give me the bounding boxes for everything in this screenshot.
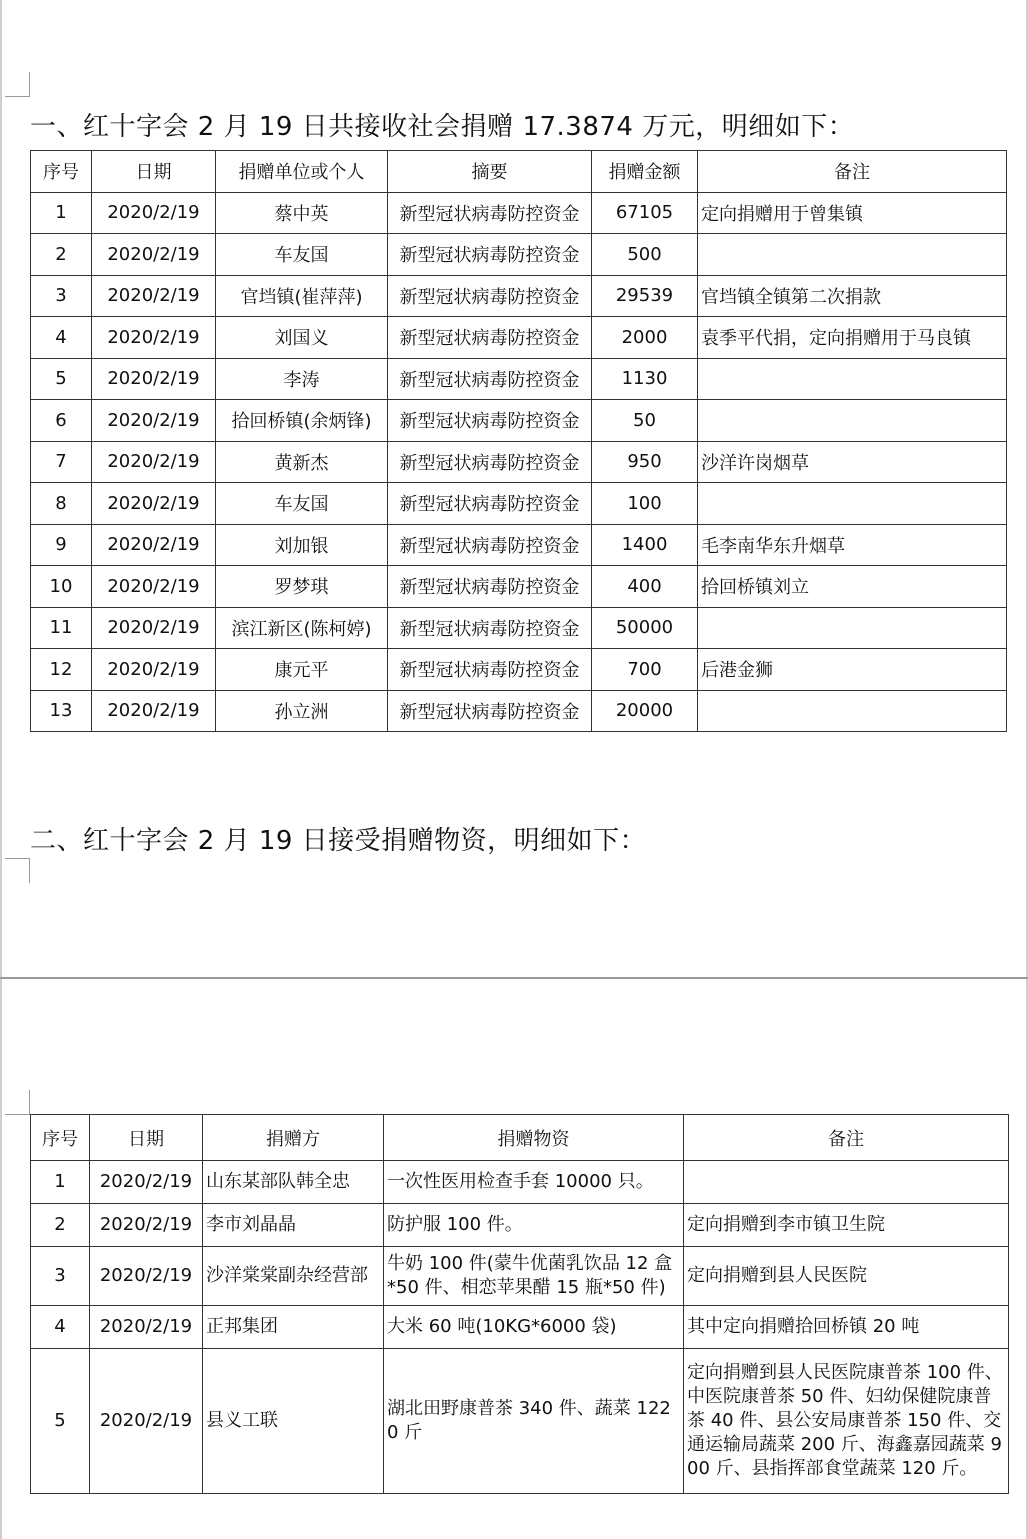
table-row bbox=[31, 400, 1007, 442]
cell-no: 3 bbox=[31, 275, 92, 317]
header-cell: 捐赠单位或个人 bbox=[216, 151, 388, 193]
cell-donor: 车友国 bbox=[216, 234, 388, 276]
cell-summary: 新型冠状病毒防控资金 bbox=[388, 566, 592, 608]
cell-date: 2020/2/19 bbox=[92, 317, 216, 359]
cell-summary: 新型冠状病毒防控资金 bbox=[388, 275, 592, 317]
cell-donor: 罗梦琪 bbox=[216, 566, 388, 608]
cell-goods: 大米 60 吨(10KG*6000 袋) bbox=[384, 1306, 684, 1349]
cell-summary: 新型冠状病毒防控资金 bbox=[388, 690, 592, 732]
cell-summary: 新型冠状病毒防控资金 bbox=[388, 317, 592, 359]
cell-date: 2020/2/19 bbox=[90, 1247, 203, 1306]
cell-donor: 孙立洲 bbox=[216, 690, 388, 732]
cell-date: 2020/2/19 bbox=[92, 483, 216, 525]
cell-donor: 刘加银 bbox=[216, 524, 388, 566]
cell-amount: 50000 bbox=[592, 607, 698, 649]
cell-donor: 刘国义 bbox=[216, 317, 388, 359]
cell-amount: 700 bbox=[592, 649, 698, 691]
cell-date: 2020/2/19 bbox=[90, 1306, 203, 1349]
header-cell: 捐赠物资 bbox=[384, 1115, 684, 1161]
cell-no: 8 bbox=[31, 483, 92, 525]
cell-note bbox=[698, 483, 1007, 525]
cell-note: 定向捐赠到县人民医院 bbox=[684, 1247, 1009, 1306]
cell-summary: 新型冠状病毒防控资金 bbox=[388, 192, 592, 234]
table-row bbox=[31, 358, 1007, 400]
cell-note bbox=[698, 607, 1007, 649]
cell-summary: 新型冠状病毒防控资金 bbox=[388, 358, 592, 400]
cell-note: 定向捐赠用于曾集镇 bbox=[698, 192, 1007, 234]
table-row bbox=[31, 317, 1007, 359]
material-donations-table bbox=[30, 1114, 1009, 1494]
table-row bbox=[31, 1204, 1009, 1247]
cell-note: 定向捐赠到县人民医院康普茶 100 件、中医院康普茶 50 件、妇幼保健院康普茶 40 件、县公安局康普茶 150 件、交通运输局蔬菜 200 斤、海鑫嘉园蔬菜 900 斤、县指挥部食堂蔬菜 120 斤。 bbox=[684, 1349, 1009, 1494]
cell-no: 12 bbox=[31, 649, 92, 691]
cell-summary: 新型冠状病毒防控资金 bbox=[388, 649, 592, 691]
cell-summary: 新型冠状病毒防控资金 bbox=[388, 234, 592, 276]
table-row bbox=[31, 1161, 1009, 1204]
header-cell: 日期 bbox=[92, 151, 216, 193]
cell-amount: 67105 bbox=[592, 192, 698, 234]
cell-donor: 山东某部队韩全忠 bbox=[203, 1161, 384, 1204]
cell-no: 2 bbox=[31, 234, 92, 276]
cell-summary: 新型冠状病毒防控资金 bbox=[388, 483, 592, 525]
cell-no: 7 bbox=[31, 441, 92, 483]
cell-note: 其中定向捐赠拾回桥镇 20 吨 bbox=[684, 1306, 1009, 1349]
cell-note bbox=[684, 1161, 1009, 1204]
margin-corner-mark bbox=[5, 1090, 30, 1115]
table-header-row bbox=[31, 151, 1007, 193]
cell-note bbox=[698, 358, 1007, 400]
cell-note: 后港金狮 bbox=[698, 649, 1007, 691]
cell-summary: 新型冠状病毒防控资金 bbox=[388, 607, 592, 649]
cell-amount: 20000 bbox=[592, 690, 698, 732]
table-row bbox=[31, 566, 1007, 608]
header-cell: 捐赠方 bbox=[203, 1115, 384, 1161]
cell-summary: 新型冠状病毒防控资金 bbox=[388, 524, 592, 566]
cell-date: 2020/2/19 bbox=[92, 441, 216, 483]
table-row bbox=[31, 483, 1007, 525]
page-edge-left bbox=[0, 0, 2, 1539]
header-cell: 备注 bbox=[684, 1115, 1009, 1161]
header-cell: 摘要 bbox=[388, 151, 592, 193]
cell-note: 沙洋许岗烟草 bbox=[698, 441, 1007, 483]
cell-no: 9 bbox=[31, 524, 92, 566]
cell-date: 2020/2/19 bbox=[92, 649, 216, 691]
cell-goods: 湖北田野康普茶 340 件、蔬菜 1220 斤 bbox=[384, 1349, 684, 1494]
cell-date: 2020/2/19 bbox=[92, 358, 216, 400]
cell-date: 2020/2/19 bbox=[92, 524, 216, 566]
cell-no: 10 bbox=[31, 566, 92, 608]
cell-summary: 新型冠状病毒防控资金 bbox=[388, 400, 592, 442]
table-row bbox=[31, 649, 1007, 691]
table-row bbox=[31, 275, 1007, 317]
cell-amount: 1130 bbox=[592, 358, 698, 400]
header-cell: 日期 bbox=[90, 1115, 203, 1161]
cell-date: 2020/2/19 bbox=[92, 192, 216, 234]
cell-note: 定向捐赠到李市镇卫生院 bbox=[684, 1204, 1009, 1247]
cell-date: 2020/2/19 bbox=[92, 400, 216, 442]
header-cell: 序号 bbox=[31, 1115, 90, 1161]
cell-date: 2020/2/19 bbox=[92, 234, 216, 276]
cell-no: 2 bbox=[31, 1204, 90, 1247]
section2-heading: 二、红十字会 2 月 19 日接受捐赠物资，明细如下： bbox=[30, 826, 647, 856]
section1-heading: 一、红十字会 2 月 19 日共接收社会捐赠 17.3874 万元，明细如下： bbox=[30, 112, 855, 142]
cell-amount: 2000 bbox=[592, 317, 698, 359]
cell-no: 4 bbox=[31, 1306, 90, 1349]
cell-amount: 950 bbox=[592, 441, 698, 483]
header-cell: 捐赠金额 bbox=[592, 151, 698, 193]
cell-goods: 牛奶 100 件(蒙牛优菌乳饮品 12 盒*50 件、相恋苹果醋 15 瓶*50 件) bbox=[384, 1247, 684, 1306]
header-cell: 序号 bbox=[31, 151, 92, 193]
cell-goods: 防护服 100 件。 bbox=[384, 1204, 684, 1247]
cell-no: 1 bbox=[31, 192, 92, 234]
cell-no: 6 bbox=[31, 400, 92, 442]
cell-date: 2020/2/19 bbox=[92, 607, 216, 649]
cell-goods: 一次性医用检查手套 10000 只。 bbox=[384, 1161, 684, 1204]
cell-amount: 500 bbox=[592, 234, 698, 276]
cell-date: 2020/2/19 bbox=[92, 275, 216, 317]
cell-amount: 400 bbox=[592, 566, 698, 608]
cell-no: 13 bbox=[31, 690, 92, 732]
cell-date: 2020/2/19 bbox=[90, 1161, 203, 1204]
cell-no: 5 bbox=[31, 358, 92, 400]
cell-donor: 县义工联 bbox=[203, 1349, 384, 1494]
cell-donor: 蔡中英 bbox=[216, 192, 388, 234]
cell-date: 2020/2/19 bbox=[90, 1204, 203, 1247]
table-row bbox=[31, 1349, 1009, 1494]
cell-date: 2020/2/19 bbox=[90, 1349, 203, 1494]
table-row bbox=[31, 441, 1007, 483]
cell-no: 5 bbox=[31, 1349, 90, 1494]
table-row bbox=[31, 607, 1007, 649]
cell-donor: 沙洋棠棠副杂经营部 bbox=[203, 1247, 384, 1306]
cell-donor: 李市刘晶晶 bbox=[203, 1204, 384, 1247]
cell-note: 官垱镇全镇第二次捐款 bbox=[698, 275, 1007, 317]
table-row bbox=[31, 690, 1007, 732]
cell-donor: 正邦集团 bbox=[203, 1306, 384, 1349]
cell-note: 毛李南华东升烟草 bbox=[698, 524, 1007, 566]
margin-corner-mark bbox=[5, 858, 30, 883]
cell-date: 2020/2/19 bbox=[92, 690, 216, 732]
cell-note: 拾回桥镇刘立 bbox=[698, 566, 1007, 608]
cell-note bbox=[698, 690, 1007, 732]
cell-note bbox=[698, 234, 1007, 276]
table-row bbox=[31, 1247, 1009, 1306]
cell-donor: 李涛 bbox=[216, 358, 388, 400]
cell-summary: 新型冠状病毒防控资金 bbox=[388, 441, 592, 483]
cell-note bbox=[698, 400, 1007, 442]
cell-donor: 黄新杰 bbox=[216, 441, 388, 483]
cell-amount: 1400 bbox=[592, 524, 698, 566]
cell-donor: 官垱镇(崔萍萍) bbox=[216, 275, 388, 317]
cell-no: 11 bbox=[31, 607, 92, 649]
cell-donor: 车友国 bbox=[216, 483, 388, 525]
margin-corner-mark bbox=[5, 72, 30, 97]
cell-donor: 拾回桥镇(余炳锋) bbox=[216, 400, 388, 442]
cell-donor: 滨江新区(陈柯婷) bbox=[216, 607, 388, 649]
table-header-row bbox=[31, 1115, 1009, 1161]
page-break-line bbox=[0, 977, 1028, 979]
table-row bbox=[31, 1306, 1009, 1349]
table-row bbox=[31, 192, 1007, 234]
cell-amount: 100 bbox=[592, 483, 698, 525]
cell-no: 4 bbox=[31, 317, 92, 359]
header-cell: 备注 bbox=[698, 151, 1007, 193]
table-row bbox=[31, 234, 1007, 276]
cell-amount: 50 bbox=[592, 400, 698, 442]
table-row bbox=[31, 524, 1007, 566]
cash-donations-table bbox=[30, 150, 1007, 732]
cell-no: 3 bbox=[31, 1247, 90, 1306]
cell-amount: 29539 bbox=[592, 275, 698, 317]
cell-donor: 康元平 bbox=[216, 649, 388, 691]
cell-no: 1 bbox=[31, 1161, 90, 1204]
cell-note: 袁季平代捐，定向捐赠用于马良镇 bbox=[698, 317, 1007, 359]
cell-date: 2020/2/19 bbox=[92, 566, 216, 608]
